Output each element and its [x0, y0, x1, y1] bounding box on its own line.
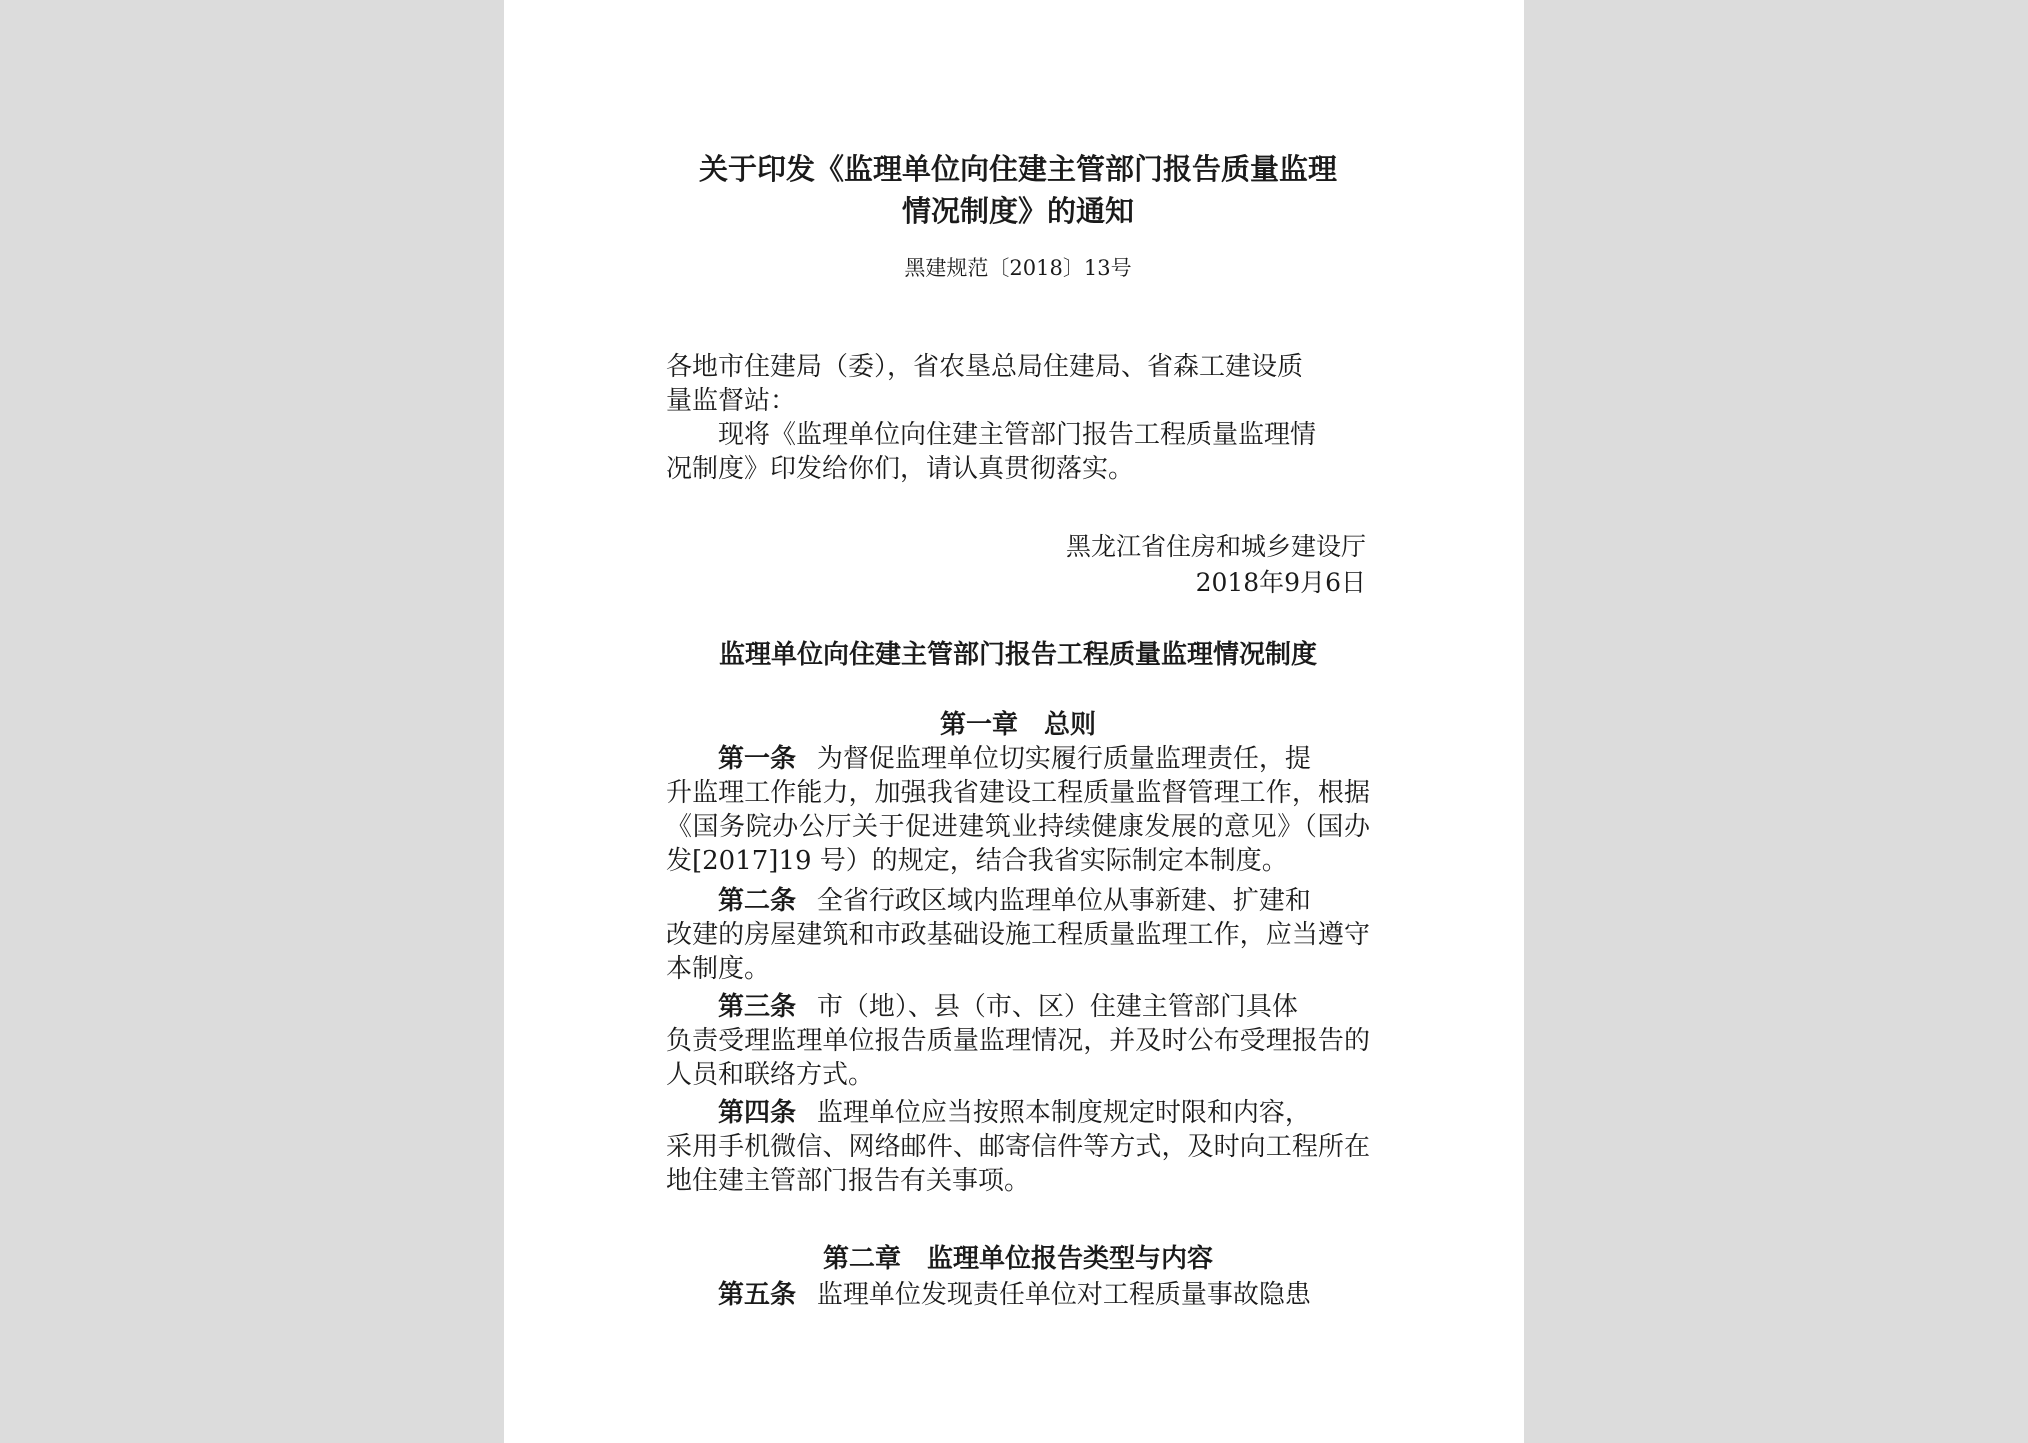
document-number: 黑建规范〔2018〕13号 — [904, 256, 1132, 280]
notice-title-line-1: 关于印发《监理单位向住建主管部门报告质量监理 — [698, 152, 1337, 186]
issuer: 黑龙江省住房和城乡建设厅 — [1065, 532, 1366, 561]
article-2-first-line: 全省行政区域内监理单位从事新建、扩建和 — [816, 886, 1311, 916]
notice-title — [666, 148, 1370, 232]
notice-body-line-1: 现将《监理单位向住建主管部门报告工程质量监理情 — [718, 420, 1317, 450]
article-2-head: 第二条 — [718, 886, 797, 916]
addressee-line-1: 各地市住建局（委），省农垦总局住建局、省森工建设质 — [666, 352, 1304, 382]
addressee-line-2: 量监督站： — [666, 386, 797, 416]
article-1-first-line: 为督促监理单位切实履行质量监理责任，提 — [816, 744, 1311, 774]
article-5 — [666, 1278, 1370, 1312]
addressee — [666, 350, 1370, 418]
article-3-first-line: 市（地）、县（市、区）住建主管部门具体 — [816, 992, 1298, 1022]
article-5-first-line: 监理单位发现责任单位对工程质量事故隐患 — [816, 1280, 1311, 1310]
article-5-head: 第五条 — [718, 1280, 797, 1310]
article-4-first-line: 监理单位应当按照本制度规定时限和内容， — [816, 1098, 1311, 1128]
article-2-text: 改建的房屋建筑和市政基础设施工程质量监理工作，应当遵守本制度。 — [666, 920, 1370, 984]
chapter-1-heading: 第一章 总则 — [939, 710, 1096, 740]
article-4 — [666, 1096, 1370, 1198]
article-3-head: 第三条 — [718, 992, 797, 1022]
article-2 — [666, 884, 1370, 986]
article-3-text: 负责受理监理单位报告质量监理情况，并及时公布受理报告的人员和联络方式。 — [666, 1026, 1370, 1090]
notice-body-line-2: 况制度》印发给你们，请认真贯彻落实。 — [666, 454, 1135, 484]
article-1-head: 第一条 — [718, 744, 797, 774]
article-1 — [666, 742, 1370, 878]
article-1-text: 升监理工作能力，加强我省建设工程质量监督管理工作，根据《国务院办公厅关于促进建筑业持续健康发展的意见》（国办发[2017]19 号）的规定，结合我省实际制定本制度。 — [666, 778, 1370, 876]
notice-body — [666, 418, 1370, 486]
regulation-title: 监理单位向住建主管部门报告工程质量监理情况制度 — [718, 640, 1317, 670]
chapter-2-heading: 第二章 监理单位报告类型与内容 — [822, 1244, 1213, 1274]
article-4-text: 采用手机微信、网络邮件、邮寄信件等方式，及时向工程所在地住建主管部门报告有关事项。 — [666, 1132, 1370, 1196]
article-3 — [666, 990, 1370, 1092]
article-4-head: 第四条 — [718, 1098, 797, 1128]
issue-date: 2018年9月6日 — [1195, 568, 1366, 597]
document-page — [504, 0, 1524, 1443]
notice-title-line-2: 情况制度》的通知 — [901, 194, 1134, 228]
